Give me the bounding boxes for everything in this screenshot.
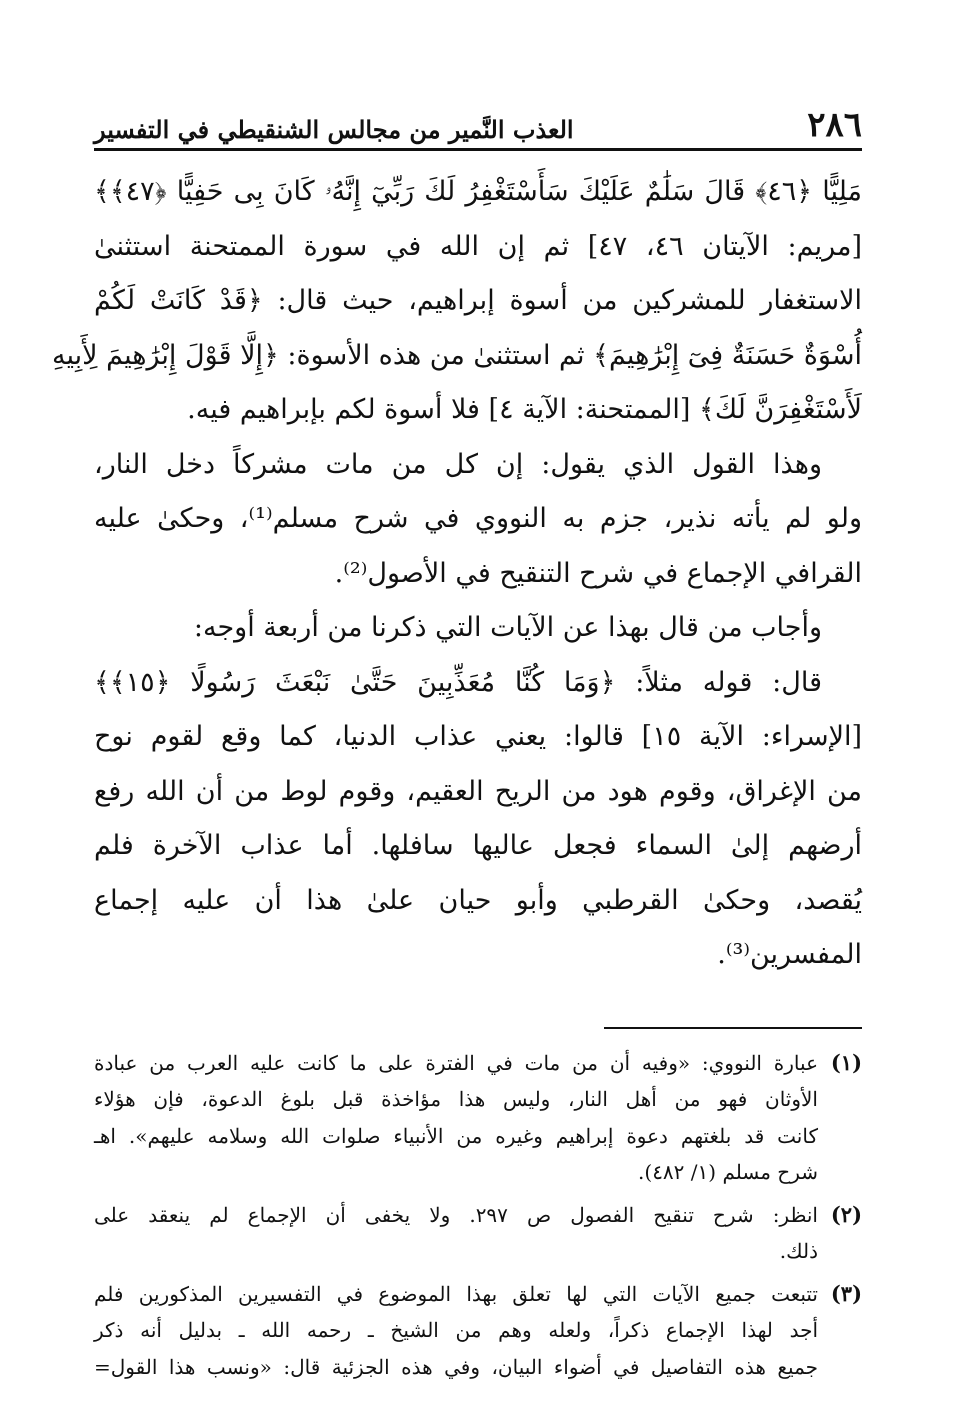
footnote [94, 1276, 862, 1386]
text-line: [الإسراء: الآية ١٥] قالوا: يعني عذاب الدنيا، كما وقع لقوم نوح [94, 721, 862, 752]
text-line: القرافي الإجماع في شرح التنقيح في الأصول⁽²⁾. [334, 557, 862, 589]
footnote-marker: (٣) [830, 1280, 862, 1306]
page-number: ٢٨٦ [807, 105, 862, 145]
text-line: الاستغفار للمشركين من أسوة إبراهيم، حيث قال: ﴿قَدْ كَانَتْ لَكُمْ [94, 285, 862, 316]
text-line: [مريم: الآيتان ٤٦، ٤٧] ثم إن الله في سورة الممتحنة استثنىٰ [94, 230, 863, 262]
footnote-marker: (٢) [830, 1201, 862, 1227]
footnote-line: تتبعت جميع الآيات التي لها تعلق بهذا الموضوع في التفسيرين المذكورين فلم [94, 1281, 818, 1306]
footnote-marker: (١) [830, 1049, 862, 1075]
running-title: العذب النَّمير من مجالس الشنقيطي في التفسير [94, 115, 574, 144]
text-line: ولو لم يأته نذير، جزم به النووي في شرح مسلم⁽¹⁾، وحكىٰ عليه [94, 503, 863, 534]
footnote-line: الأوثان فهو من أهل النار، وليس هذا مؤاخذة قبل بلوغ الدعوة، فإن هؤلاء [94, 1087, 818, 1111]
main-text [52, 165, 863, 983]
text-line: وأجاب من قال بهذا عن الآيات التي ذكرنا من أربعة أوجه: [193, 612, 822, 643]
text-line: قال: قوله مثلاً: ﴿وَمَا كُنَّا مُعَذِّبِينَ حَتَّىٰ نَبْعَثَ رَسُولًا ﴿١٥﴾﴾ [94, 666, 822, 698]
text-line: مَلِيًّا ﴿٤٦﴾ قَالَ سَلَٰمٌ عَلَيْكَ سَأَسْتَغْفِرُ لَكَ رَبِّيٓ إِنَّهُۥ كَانَ بِى حَفِيًّا ﴿٤٧﴾﴾ [94, 176, 862, 207]
text-line: يُقصد، وحكىٰ القرطبي وأبو حيان علىٰ هذا أن عليه إجماع [94, 884, 862, 916]
text-line: من الإغراق، وقوم هود من الريح العقيم، وقوم لوط من أن الله رفع [94, 775, 862, 807]
page-header [94, 98, 862, 151]
footnotes [94, 1045, 862, 1386]
footnote-line: شرح مسلم (١/ ٤٨٢). [638, 1160, 818, 1184]
footnote-line: ذلك. [779, 1239, 818, 1263]
footnote-line: أجد لهذا الإجماع ذكراً، ولعله وهم من الشيخ ـ رحمه الله ـ بدليل أنه ذكر [94, 1318, 818, 1342]
footnote-divider [604, 1027, 862, 1029]
book-page [52, 98, 863, 1391]
text-line: وهذا القول الذي يقول: إن كل من مات مشركاً دخل النار، [94, 448, 822, 480]
footnote-line: انظر: شرح تنقيح الفصول ص ٢٩٧. ولا يخفى أن الإجماع لم ينعقد على [94, 1202, 818, 1227]
footnote-line: جميع هذه التفاصيل في أضواء البيان، وفي هذه الجزئية قال: «ونسب هذا القول= [94, 1354, 818, 1379]
footnote-line: كانت قد بلغتهم دعوة إبراهيم وغيره من الأنبياء صلوات الله وسلامه عليهم». اهـ [94, 1123, 818, 1148]
footnote [94, 1045, 862, 1191]
text-line: أرضهم إلىٰ السماء فجعل عاليها سافلها. أما عذاب الآخرة فلم [94, 830, 862, 861]
text-line: المفسرين⁽³⁾. [717, 939, 862, 970]
footnote [94, 1197, 862, 1270]
text-line: أُسْوَةٌ حَسَنَةٌ فِىٓ إِبْرَٰهِيمَ﴾ ثم استثنىٰ من هذه الأسوة: ﴿إِلَّا قَوْلَ إِبْرَٰهِيمَ لِأَبِيهِ [52, 339, 862, 371]
footnote-line: عبارة النووي: «وفيه أن من مات في الفترة على ما كانت عليه العرب من عبادة [94, 1050, 818, 1075]
text-line: لَأَسْتَغْفِرَنَّ لَكَ﴾ [الممتحنة: الآية ٤] فلا أسوة لكم بإبراهيم فيه. [187, 394, 862, 425]
